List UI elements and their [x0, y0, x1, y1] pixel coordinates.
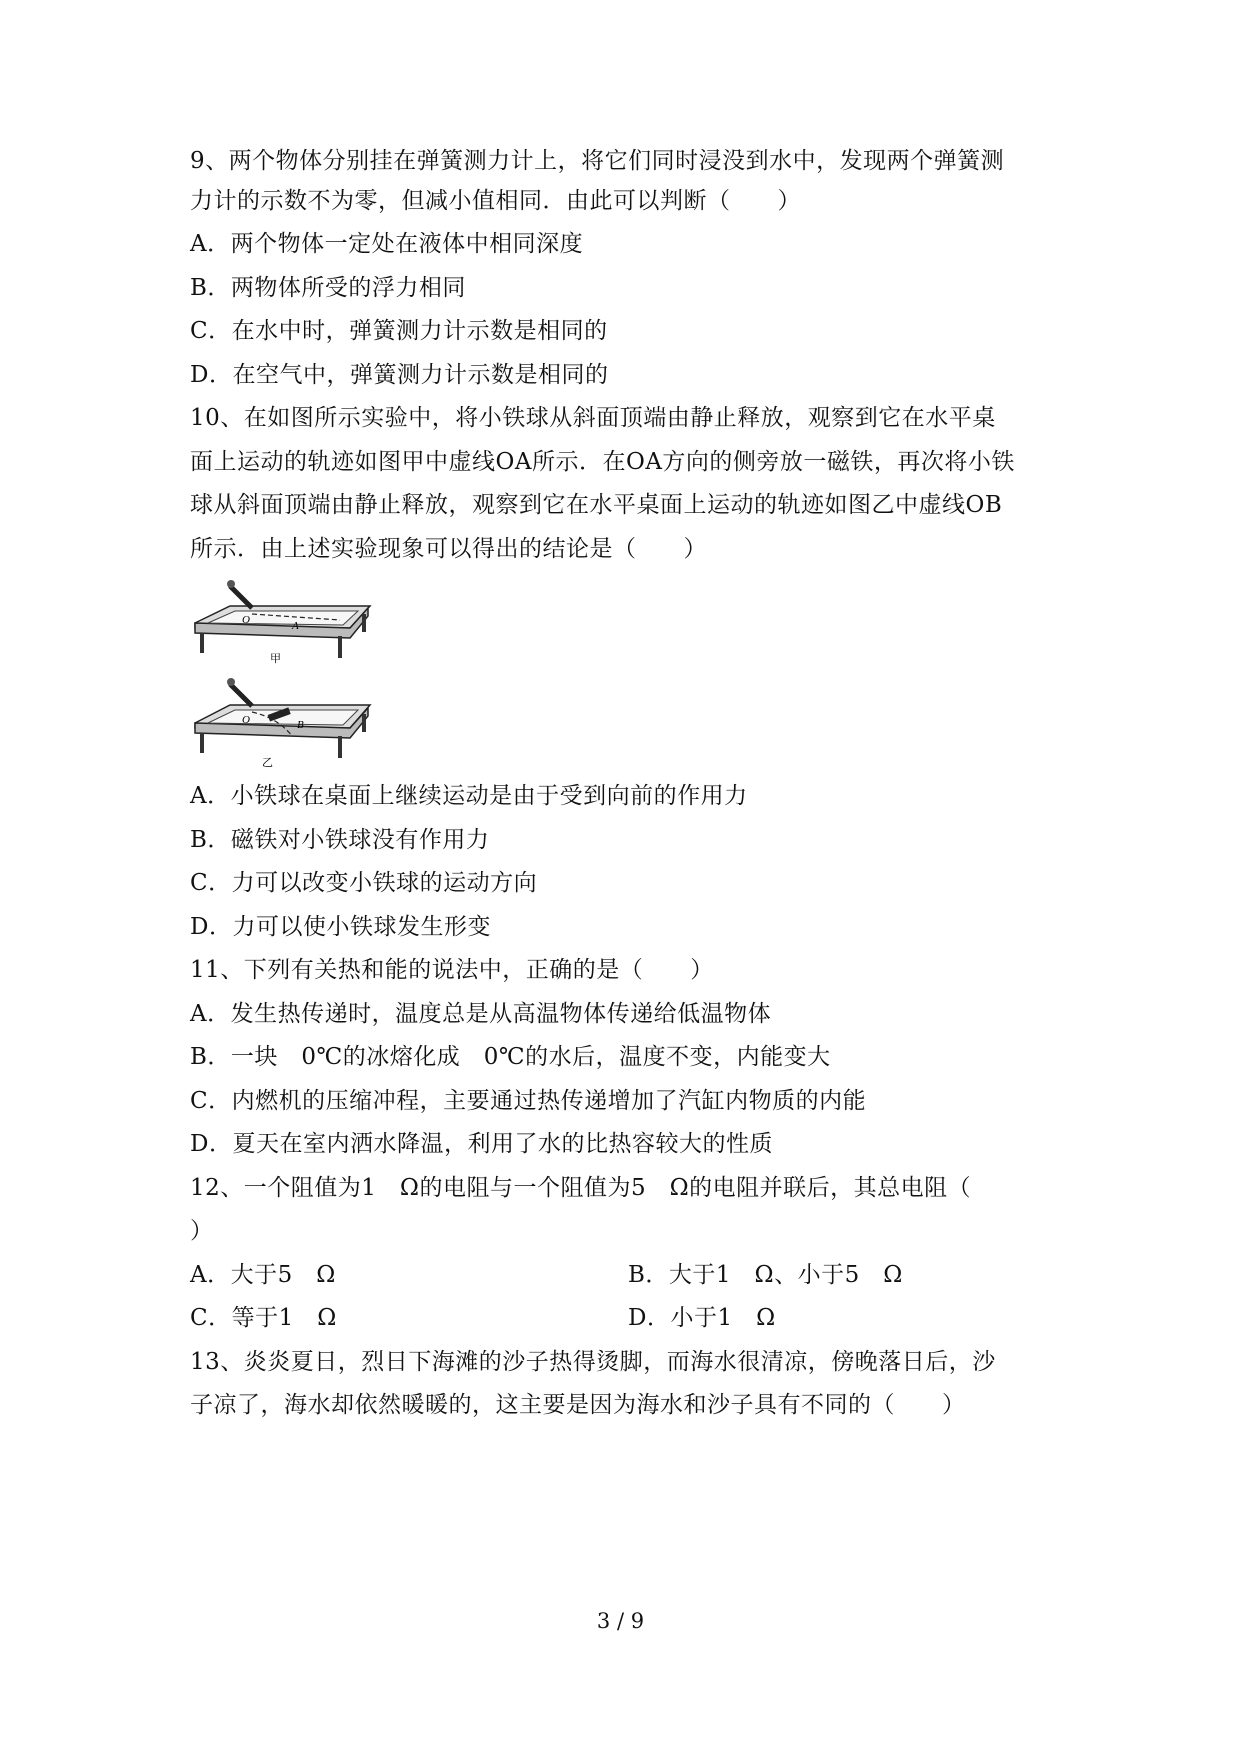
q11-option-d: D．夏天在室内洒水降温，利用了水的比热容较大的性质	[190, 1131, 773, 1157]
label-a: A	[292, 620, 299, 632]
caption-jia: 甲	[270, 653, 281, 665]
q10-option-d: D．力可以使小铁球发生形变	[190, 914, 491, 940]
label-o-yi: O	[242, 714, 250, 726]
table-jia	[195, 580, 370, 665]
ramp-yi	[230, 684, 252, 706]
q10-stem-line-3: 球从斜面顶端由静止释放，观察到它在水平桌面上运动的轨迹如图乙中虚线OB	[190, 492, 1003, 518]
q9-stem-line-2: 力计的示数不为零，但减小值相同．由此可以判断（ ）	[190, 188, 801, 214]
q12-stem-line-2: ）	[190, 1218, 214, 1244]
q12-option-d: D．小于1 Ω	[628, 1305, 776, 1331]
experiment-figure-svg	[190, 578, 390, 788]
q10-stem-line-2: 面上运动的轨迹如图甲中虚线OA所示．在OA方向的侧旁放一磁铁，再次将小铁	[190, 449, 1015, 475]
label-o-jia: O	[242, 614, 250, 626]
q10-option-a: A．小铁球在桌面上继续运动是由于受到向前的作用力	[190, 783, 748, 809]
q10-stem-line-1: 10、在如图所示实验中，将小铁球从斜面顶端由静止释放，观察到它在水平桌	[190, 405, 996, 431]
q9-option-b: B．两物体所受的浮力相同	[190, 275, 466, 301]
q10-option-b: B．磁铁对小铁球没有作用力	[190, 827, 490, 853]
q10-stem-line-4: 所示．由上述实验现象可以得出的结论是（ ）	[190, 536, 707, 562]
ramp-jia	[230, 586, 252, 608]
q12-stem-line-1: 12、一个阻值为1 Ω的电阻与一个阻值为5 Ω的电阻并联后，其总电阻（	[190, 1175, 972, 1201]
label-b: B	[297, 719, 304, 731]
q10-figure	[190, 578, 390, 792]
q9-stem-line-1: 9、两个物体分别挂在弹簧测力计上，将它们同时浸没到水中，发现两个弹簧测	[190, 148, 1005, 174]
q9-option-a: A．两个物体一定处在液体中相同深度	[190, 231, 584, 257]
q12-option-c: C．等于1 Ω	[190, 1305, 337, 1331]
q9-option-d: D．在空气中，弹簧测力计示数是相同的	[190, 362, 609, 388]
q9-option-c: C．在水中时，弹簧测力计示数是相同的	[190, 318, 608, 344]
q13-stem-line-2: 子凉了，海水却依然暖暖的，这主要是因为海水和沙子具有不同的（ ）	[190, 1392, 966, 1418]
page-number: 3 / 9	[596, 1609, 645, 1633]
caption-yi: 乙	[262, 757, 273, 769]
q11-option-a: A．发生热传递时，温度总是从高温物体传递给低温物体	[190, 1001, 772, 1027]
q12-option-a: A．大于5 Ω	[190, 1262, 336, 1288]
q11-option-b: B．一块 0℃的冰熔化成 0℃的水后，温度不变，内能变大	[190, 1044, 831, 1070]
table-yi	[195, 678, 370, 769]
q11-option-c: C．内燃机的压缩冲程，主要通过热传递增加了汽缸内物质的内能	[190, 1088, 867, 1114]
q13-stem-line-1: 13、炎炎夏日，烈日下海滩的沙子热得烫脚，而海水很清凉，傍晚落日后，沙	[190, 1349, 996, 1375]
q12-option-b: B．大于1 Ω、小于5 Ω	[628, 1262, 903, 1288]
q11-stem: 11、下列有关热和能的说法中，正确的是（ ）	[190, 957, 714, 983]
q10-option-c: C．力可以改变小铁球的运动方向	[190, 870, 538, 896]
